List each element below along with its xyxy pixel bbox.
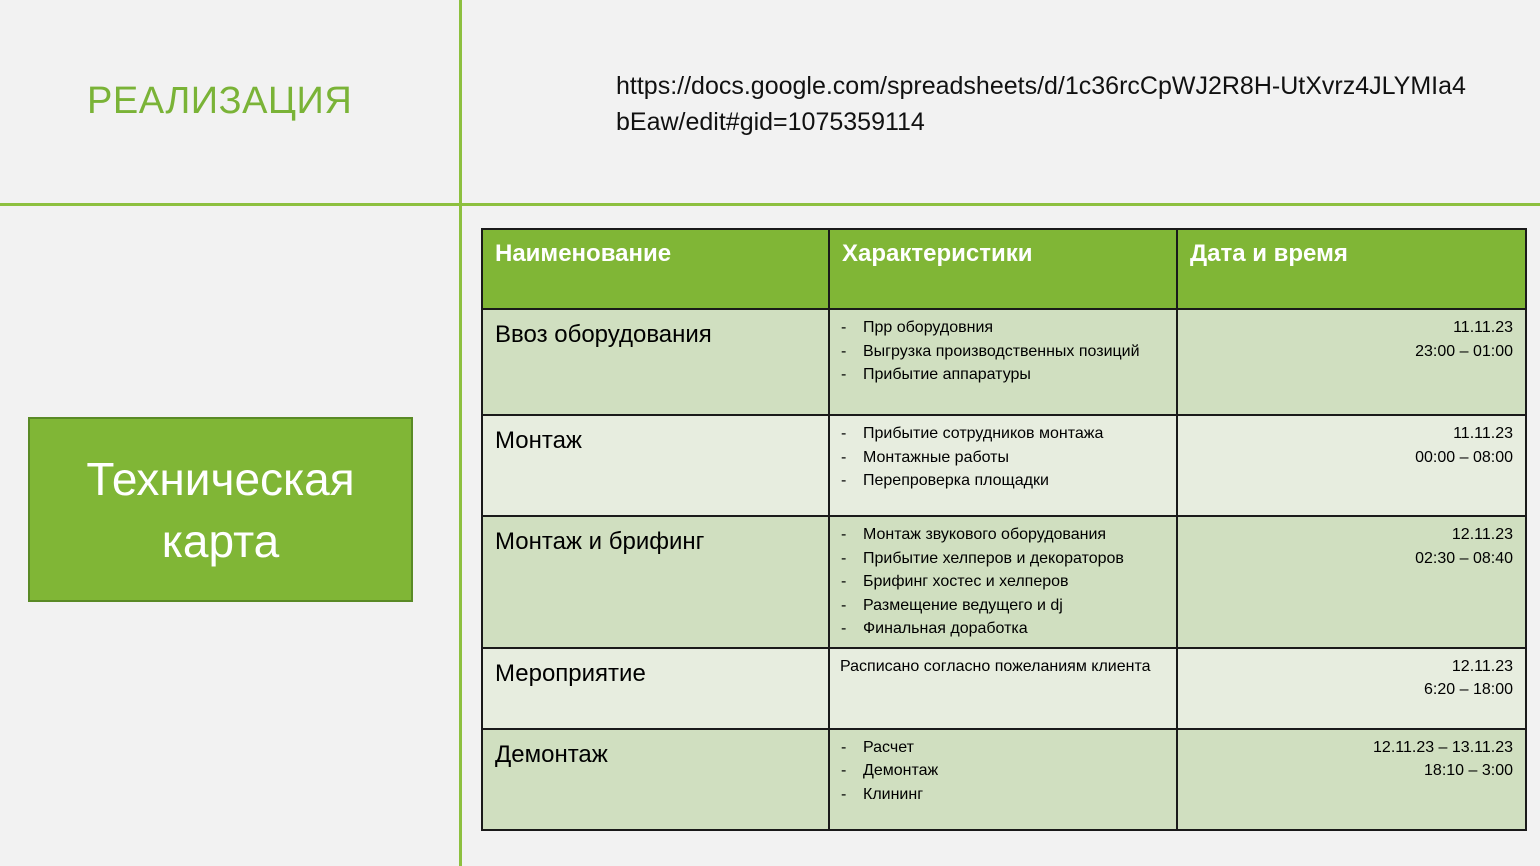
row-datetime xyxy=(1177,309,1526,415)
list-item: - Демонтаж xyxy=(840,759,1166,783)
list-item: - Прибытие хелперов и декораторов xyxy=(840,547,1166,571)
row-date: 12.11.23 xyxy=(1451,657,1513,675)
row-datetime xyxy=(1177,415,1526,516)
header-datetime: Дата и время xyxy=(1177,229,1526,309)
row-time: 6:20 – 18:00 xyxy=(1424,681,1513,698)
list-item: - Прибытие аппаратуры xyxy=(840,363,1166,387)
tech-card-title: Техническая карта xyxy=(86,452,355,567)
table-row xyxy=(482,415,1526,516)
header-name: Наименование xyxy=(482,229,829,309)
list-item: - Прибытие сотрудников монтажа xyxy=(840,422,1166,446)
row-characteristics xyxy=(829,309,1177,415)
row-description: Расписано согласно пожеланиям клиента xyxy=(840,657,1151,675)
row-characteristics xyxy=(829,648,1177,729)
row-name: Мероприятие xyxy=(482,648,829,729)
row-datetime xyxy=(1177,648,1526,729)
tech-card-table xyxy=(481,228,1527,831)
list-item: - Перепроверка площадки xyxy=(840,469,1166,493)
table-header-row xyxy=(482,229,1526,309)
table-row xyxy=(482,516,1526,648)
list-item: - Выгрузка производственных позиций xyxy=(840,340,1166,364)
list-item: - Расчет xyxy=(840,736,1166,760)
row-characteristics xyxy=(829,415,1177,516)
header-characteristics: Характеристики xyxy=(829,229,1177,309)
table-row xyxy=(482,648,1526,729)
row-time: 18:10 – 3:00 xyxy=(1424,762,1513,779)
row-date: 12.11.23 xyxy=(1451,526,1513,543)
vertical-divider xyxy=(459,0,462,866)
row-datetime xyxy=(1177,729,1526,830)
list-item: - Размещение ведущего и dj xyxy=(840,594,1166,618)
list-item: - Клининг xyxy=(840,783,1166,807)
section-title: РЕАЛИЗАЦИЯ xyxy=(87,80,353,122)
row-name: Монтаж xyxy=(482,415,829,516)
spreadsheet-link[interactable]: https://docs.google.com/spreadsheets/d/1c36rcCpWJ2R8H-UtXvrz4JLYMIa4bEaw/edit#gid=1075359114 xyxy=(616,72,1466,136)
list-item: - Финальная доработка xyxy=(840,617,1166,641)
list-item: - Монтаж звукового оборудования xyxy=(840,523,1166,547)
horizontal-divider xyxy=(0,203,1540,206)
row-characteristics xyxy=(829,516,1177,648)
list-item: - Монтажные работы xyxy=(840,446,1166,470)
table-row xyxy=(482,309,1526,415)
row-name: Монтаж и брифинг xyxy=(482,516,829,648)
row-time: 23:00 – 01:00 xyxy=(1415,342,1513,360)
row-date: 12.11.23 – 13.11.23 xyxy=(1373,738,1513,756)
table-row xyxy=(482,729,1526,830)
row-name: Ввоз оборудования xyxy=(482,309,829,415)
row-characteristics xyxy=(829,729,1177,830)
list-item: - Брифинг хостес и хелперов xyxy=(840,570,1166,594)
row-time: 02:30 – 08:40 xyxy=(1415,549,1513,567)
row-date: 11.11.23 xyxy=(1453,425,1513,442)
tech-card-box xyxy=(28,417,413,602)
row-date: 11.11.23 xyxy=(1453,319,1513,336)
row-name: Демонтаж xyxy=(482,729,829,830)
row-datetime xyxy=(1177,516,1526,648)
list-item: - Прр оборудовния xyxy=(840,316,1166,340)
row-time: 00:00 – 08:00 xyxy=(1415,448,1513,466)
